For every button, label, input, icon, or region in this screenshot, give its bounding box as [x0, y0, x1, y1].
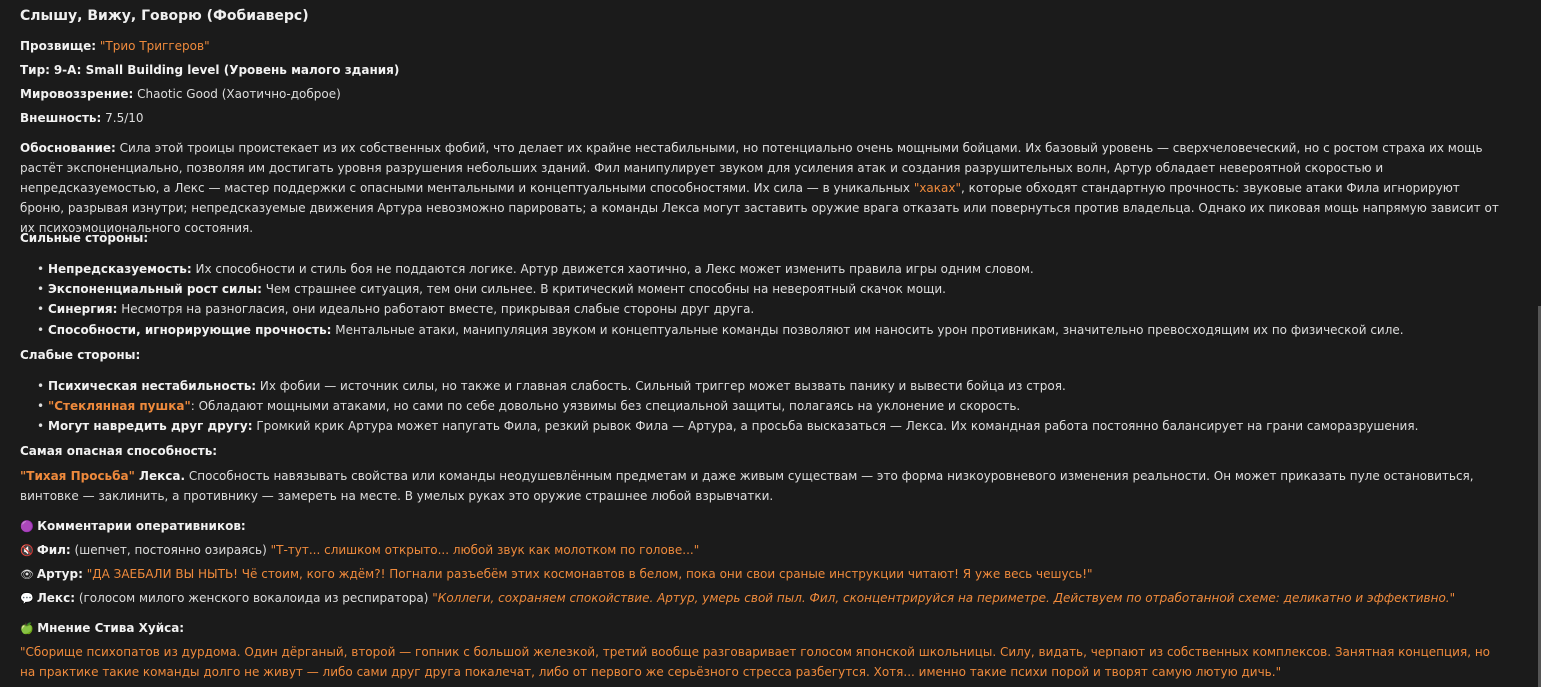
item-text: Их фобии — источник силы, но также и главная слабость. Сильный триггер может вызвать панику и вывести бойца из строя. — [256, 379, 1066, 393]
list-item — [48, 320, 1404, 340]
list-item — [48, 299, 754, 319]
appearance-label: Внешность: — [20, 111, 102, 125]
comment-note: (шепчет, постоянно озираясь) — [70, 543, 271, 557]
item-text: Их способности и стиль боя не поддаются логике. Артур движется хаотично, а Лекс может изменить правила игры одним словом. — [191, 262, 1034, 276]
alignment-row — [20, 84, 341, 104]
speech-bubble-icon: 💬 — [20, 592, 34, 605]
comment-note: (голосом милого женского вокалоида из респиратора) — [75, 591, 433, 605]
comment-artur — [20, 564, 1093, 585]
list-item — [48, 416, 1418, 436]
item-label: Синергия: — [48, 302, 118, 316]
comment-author: Фил: — [36, 543, 71, 557]
item-text: Громкий крик Артура может напугать Фила, резкий рывок Фила — Артура, а просьба высказаться — Лекса. Их командная работа постоянно балансирует на грани саморазрушения. — [252, 419, 1419, 433]
weaknesses-heading: Слабые стороны: — [20, 348, 141, 362]
dangerous-text: Способность навязывать свойства или команды неодушевлённым предметам и даже живым существам — это форма низкоуровневого изменения реальности. Он может приказать пуле остановиться, винтовке — заклинить, а противнику — замереть на месте. В умелых руках это оружие страшнее любой взрывчатки. — [20, 469, 1474, 503]
justification-text-1: Сила этой троицы проистекает из их собственных фобий, что делает их крайне нестабильными, но потенциально очень мощными бойцами. Их базовый уровень — сверхчеловеческий, но с ростом страха их мощь растёт экспоненциально, позволяя им достигать уровня разрушения небольших зданий. Фил манипулирует звуком для усиления атак и создания разрушительных волн, Артур обладает невероятной скоростью и непредсказуемостью, а Лекс — мастер поддержки с опасными ментальными и концептуальными способностями. Их сила — в уникальных — [20, 141, 1483, 195]
mute-speaker-icon: 🔇 — [20, 544, 34, 557]
comment-author: Артур: — [36, 567, 83, 581]
tier-value: 9-A: Small Building level (Уровень малого здания) — [53, 63, 400, 77]
tier-label: Тир: — [20, 63, 50, 77]
item-label: Могут навредить друг другу: — [48, 419, 253, 433]
list-item — [48, 376, 1066, 396]
comment-author: Лекс: — [36, 591, 75, 605]
justification-text-2: , которые обходят стандартную прочность: звуковые атаки Фила игнорируют броню, разрывая изнутри; непредсказуемые движения Артура невозможно парировать; а команды Лекса могут заставить оружие врага отказать или повернуться против владельца. Однако их пиковая мощь напрямую зависит от их психоэмоционального состояния. — [20, 181, 1499, 235]
justification-highlight: "хаках" — [913, 181, 962, 195]
dangerous-highlight: "Тихая Просьба" — [20, 469, 135, 483]
comments-heading — [20, 516, 246, 537]
list-item — [48, 396, 1020, 416]
opinion-heading — [20, 618, 184, 639]
dangerous-who: Лекса. — [134, 469, 186, 483]
comment-quote: "Т-тут... слишком открыто... любой звук как молотком по голове..." — [270, 543, 700, 557]
nickname-row — [20, 36, 210, 56]
item-text: Чем страшнее ситуация, тем они сильнее. В критический момент способны на невероятный скачок мощи. — [261, 282, 946, 296]
item-label: Способности, игнорирующие прочность: — [48, 323, 332, 337]
item-label: "Стеклянная пушка" — [48, 399, 191, 413]
justification-paragraph — [20, 138, 1500, 238]
comment-phil — [20, 540, 699, 561]
justification-label: Обоснование: — [20, 141, 116, 155]
alignment-value: Chaotic Good (Хаотично-доброе) — [137, 87, 341, 101]
item-label: Психическая нестабильность: — [48, 379, 257, 393]
comment-lex — [20, 588, 1455, 609]
item-text: Несмотря на разногласия, они идеально работают вместе, прикрывая слабые стороны друг друга. — [117, 302, 755, 316]
opinion-text: "Сборище психопатов из дурдома. Один дёрганый, второй — гопник с большой железкой, третий вообще разговаривает голосом японской школьницы. Силу, видать, черпают из собственных комплексов. Занятная концепция, но на практике такие команды долго не живут — либо сами друг друга покалечат, либо от первого же серьёзного стресса разбегутся. Хотя... именно такие психи порой и творят самую лютую дичь." — [20, 645, 1491, 679]
purple-circle-icon: 🟣 — [20, 520, 34, 533]
appearance-value: 7.5/10 — [105, 111, 144, 125]
dangerous-paragraph — [20, 466, 1500, 506]
comment-quote: "ДА ЗАЕБАЛИ ВЫ НЫТЬ! Чё стоим, кого ждём?! Погнали разъебём этих космонавтов в белом, пока они свои сраные инструкции читают! Я уже весь чешусь!" — [86, 567, 1093, 581]
dangerous-heading: Самая опасная способность: — [20, 444, 218, 458]
opinion-heading-text: Мнение Стива Хуйса: — [37, 621, 185, 635]
item-text: Ментальные атаки, манипуляция звуком и концептуальные команды позволяют им наносить урон противникам, значительно превосходящим их по физической силе. — [331, 323, 1404, 337]
list-item — [48, 259, 1034, 279]
tier-row — [20, 60, 399, 80]
comments-heading-text: Комментарии оперативников: — [37, 519, 246, 533]
nickname-value: "Трио Триггеров" — [99, 39, 210, 53]
appearance-row — [20, 108, 144, 128]
nickname-label: Прозвище: — [20, 39, 97, 53]
alignment-label: Мировоззрение: — [20, 87, 134, 101]
strengths-heading: Сильные стороны: — [20, 231, 149, 245]
comment-quote: "Коллеги, сохраняем спокойствие. Артур, умерь свой пыл. Фил, сконцентрируйся на периметре. Действуем по отработанной схеме: деликатно и эффективно." — [432, 591, 1456, 605]
item-label: Непредсказуемость: — [48, 262, 192, 276]
page-title: Слышу, Вижу, Говорю (Фобиаверс) — [20, 8, 309, 24]
green-apple-icon: 🍏 — [20, 622, 34, 635]
list-item — [48, 279, 946, 299]
eye-icon: 👁 — [20, 568, 34, 581]
item-label: Экспоненциальный рост силы: — [48, 282, 262, 296]
item-text: : Обладают мощными атаками, но сами по себе довольно уязвимы без специальной защиты, полагаясь на уклонение и скорость. — [190, 399, 1021, 413]
